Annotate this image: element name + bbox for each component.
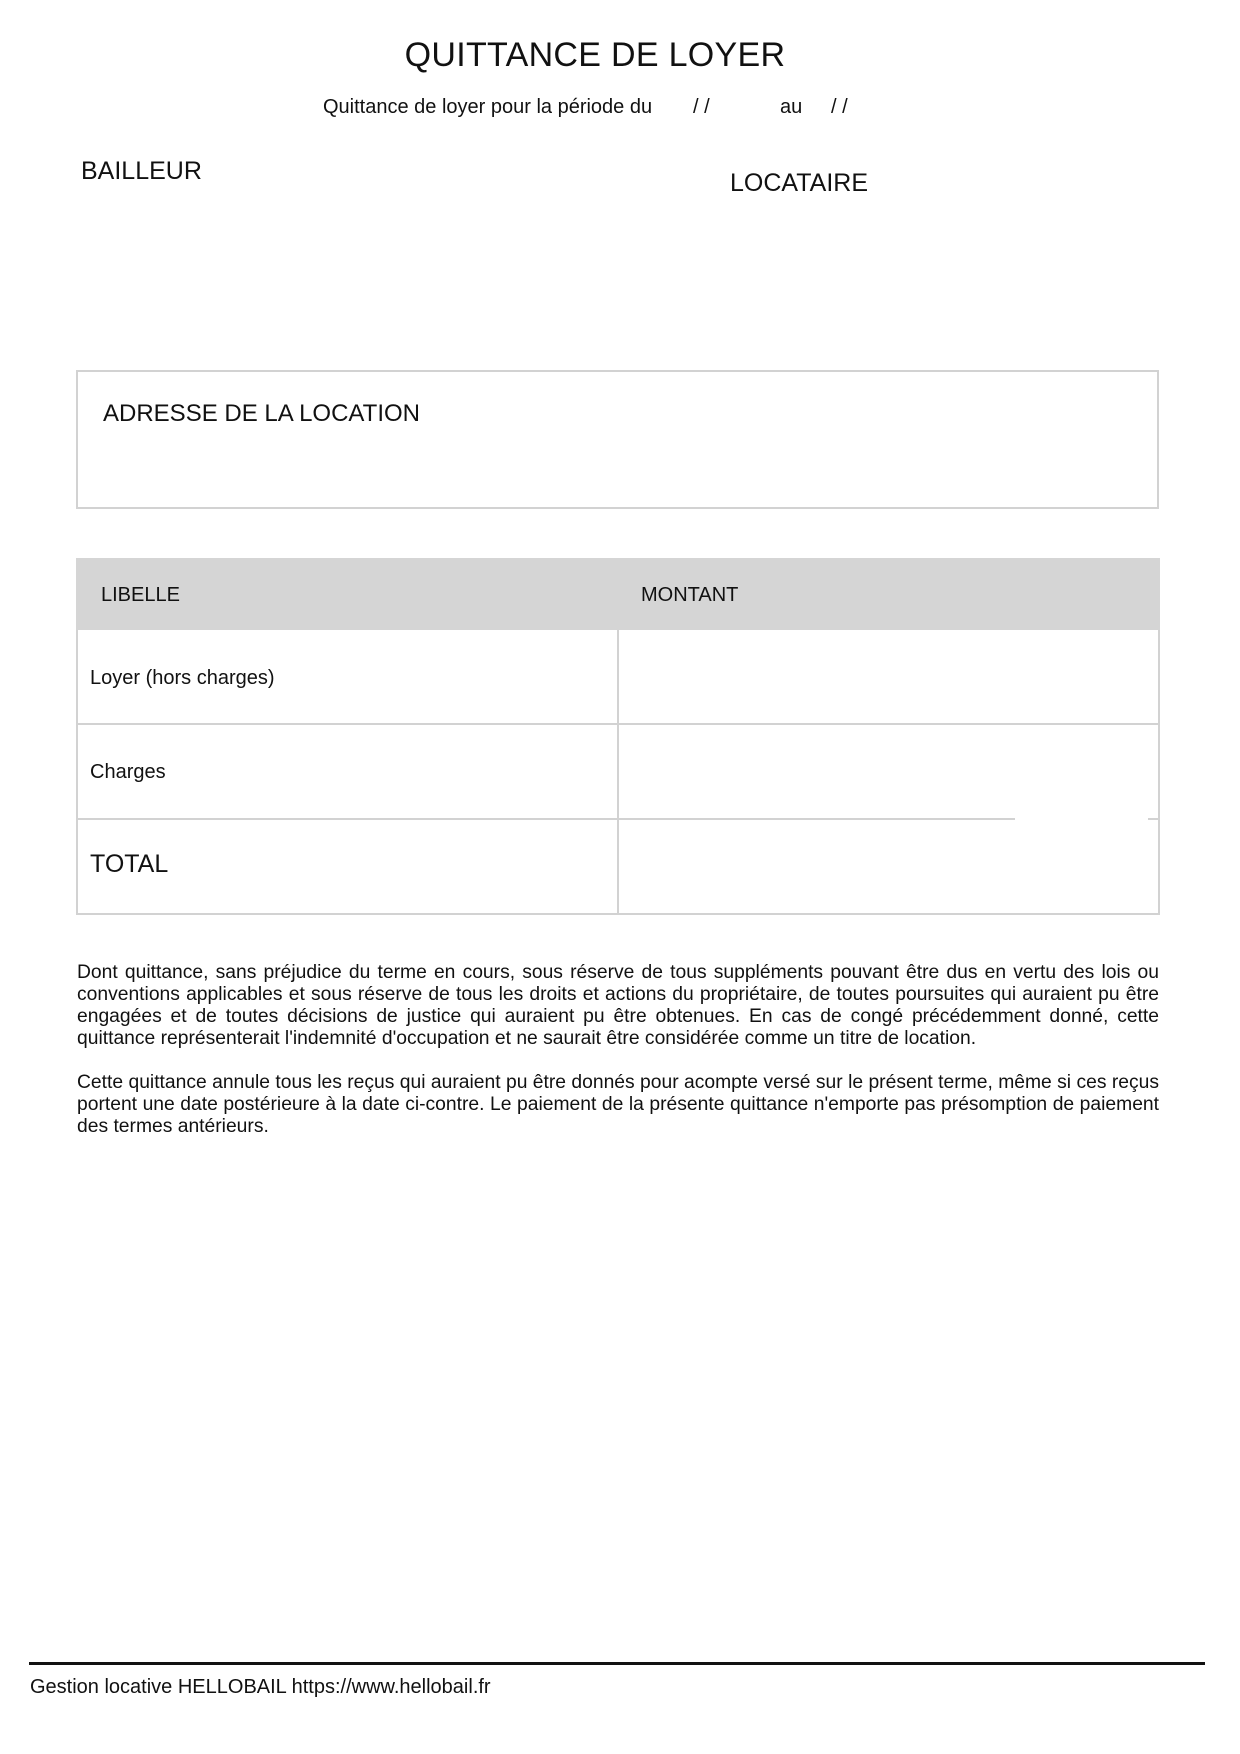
row-label-total: TOTAL [90, 850, 169, 878]
border-gap [1015, 817, 1148, 821]
column-divider [617, 630, 619, 723]
receipt-notice-paragraph-1: Dont quittance, sans préjudice du terme en cours, sous réserve de tous suppléments pouvant être dus en vertu des lois ou conventions applicables et sous réserve de tous les droits et actions du propriétaire, de toutes poursuites qui auraient pu être engagées et de toutes décisions de justice qui auraient pu être obtenues. En cas de congé précédemment donné, cette quittance représenterait l'indemnité d'occupation et ne saurait être considérée comme un titre de location. [77, 962, 1159, 1049]
rental-address-box [76, 370, 1159, 509]
table-row-total [76, 820, 1160, 915]
tenant-label: LOCATAIRE [730, 169, 868, 197]
header-montant: MONTANT [641, 584, 739, 606]
period-start-date: / / [693, 96, 710, 118]
rental-address-label: ADRESSE DE LA LOCATION [103, 400, 420, 427]
footer-divider [29, 1662, 1205, 1665]
row-label-rent: Loyer (hors charges) [90, 667, 275, 689]
table-row-rent [76, 630, 1160, 725]
table-row-charges [76, 725, 1160, 820]
row-label-charges: Charges [90, 761, 166, 783]
document-title: QUITTANCE DE LOYER [404, 36, 786, 74]
column-divider [617, 820, 619, 913]
landlord-label: BAILLEUR [81, 157, 202, 185]
period-prefix: Quittance de loyer pour la période du [323, 96, 653, 118]
header-libelle: LIBELLE [101, 584, 180, 606]
receipt-notice-paragraph-2: Cette quittance annule tous les reçus qui auraient pu être donnés pour acompte versé sur le présent terme, même si ces reçus portent une date postérieure à la date ci-contre. Le paiement de la présente quittance n'emporte pas présomption de paiement des termes antérieurs. [77, 1072, 1159, 1137]
column-divider [617, 725, 619, 818]
period-end-date: / / [831, 96, 848, 118]
period-to-word: au [780, 96, 803, 118]
footer-credit: Gestion locative HELLOBAIL https://www.hellobail.fr [30, 1676, 491, 1698]
table-header [76, 558, 1160, 630]
rent-table [76, 558, 1160, 915]
